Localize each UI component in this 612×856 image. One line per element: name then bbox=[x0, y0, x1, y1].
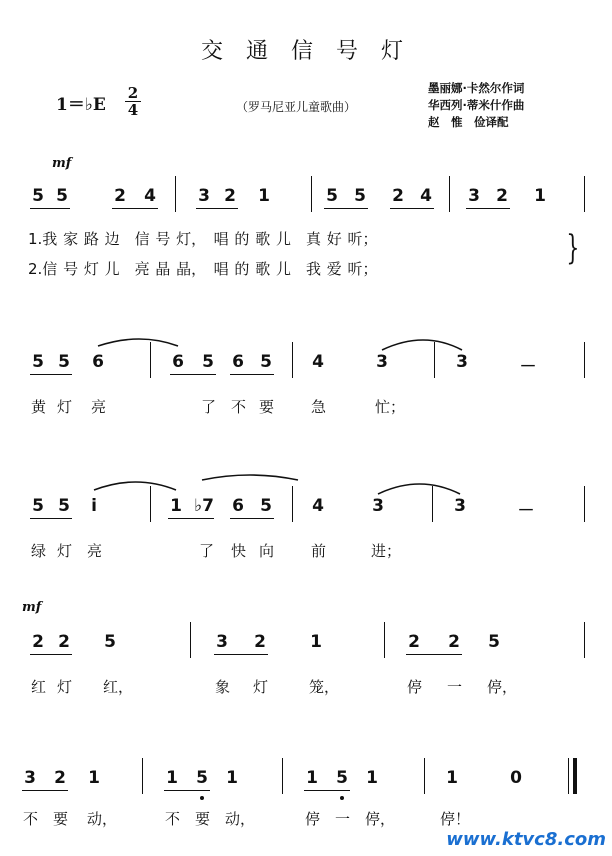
lyric: 忙； bbox=[375, 398, 406, 416]
note: 5 bbox=[196, 768, 208, 788]
lyric: 停！ bbox=[440, 810, 471, 828]
dynamic-mark: mf bbox=[22, 600, 42, 615]
time-signature-bottom: 4 bbox=[127, 101, 139, 119]
note: 5 bbox=[326, 186, 338, 206]
note: 1 bbox=[310, 632, 322, 652]
note: 2 bbox=[58, 632, 70, 652]
lyric: 急 bbox=[311, 398, 327, 416]
lyric: 灯 bbox=[57, 542, 73, 560]
note: 2 bbox=[54, 768, 66, 788]
lyric: 灯 bbox=[253, 678, 269, 696]
note: 5 bbox=[260, 352, 272, 372]
note: 6 bbox=[232, 352, 244, 372]
note: 1 bbox=[534, 186, 546, 206]
note: 5 bbox=[354, 186, 366, 206]
note: － bbox=[517, 501, 535, 521]
lyric: 绿 bbox=[31, 542, 47, 560]
lyric: 一 bbox=[447, 678, 463, 696]
lyric: 要 bbox=[53, 810, 69, 828]
note: 5 bbox=[104, 632, 116, 652]
lyric: 亮 bbox=[91, 398, 107, 416]
note: 3 bbox=[372, 496, 384, 516]
note: 2 bbox=[32, 632, 44, 652]
note: 3 bbox=[454, 496, 466, 516]
lyric-verse-1: 1.我 家 路 边 信 号 灯， 唱 的 歌 儿 真 好 听； bbox=[28, 230, 378, 248]
note: 5 bbox=[260, 496, 272, 516]
tie bbox=[98, 339, 178, 346]
note: 6 bbox=[232, 496, 244, 516]
tie bbox=[382, 340, 462, 350]
lyric: 动， bbox=[87, 810, 118, 828]
note: 5 bbox=[58, 352, 70, 372]
lyric: 了 bbox=[201, 398, 217, 416]
lyric-verse-2: 2.信 号 灯 儿 亮 晶 晶， 唱 的 歌 儿 我 爱 听； bbox=[28, 260, 378, 278]
note: 3 bbox=[198, 186, 210, 206]
note: 3 bbox=[216, 632, 228, 652]
note: 6 bbox=[172, 352, 184, 372]
note: 5 bbox=[32, 352, 44, 372]
note: 5 bbox=[32, 186, 44, 206]
note: 5 bbox=[202, 352, 214, 372]
song-subtitle: （罗马尼亚儿童歌曲） bbox=[236, 100, 357, 114]
lyric: 要 bbox=[259, 398, 275, 416]
note: 5 bbox=[58, 496, 70, 516]
lyric: 灯 bbox=[57, 678, 73, 696]
lyric: 亮 bbox=[87, 542, 103, 560]
lyric: 动， bbox=[225, 810, 256, 828]
note: 2 bbox=[448, 632, 460, 652]
note: 3 bbox=[24, 768, 36, 788]
key-signature: 1＝♭E bbox=[56, 95, 106, 115]
note: 1 bbox=[446, 768, 458, 788]
note: 5 bbox=[56, 186, 68, 206]
lyric: 停， bbox=[487, 678, 518, 696]
note: ♭7 bbox=[194, 496, 214, 516]
note: 2 bbox=[254, 632, 266, 652]
note: i bbox=[91, 496, 97, 516]
note: 2 bbox=[114, 186, 126, 206]
tie bbox=[94, 482, 176, 490]
note: 2 bbox=[408, 632, 420, 652]
lyric: 停 bbox=[305, 810, 321, 828]
lyric: 笼， bbox=[309, 678, 340, 696]
lyric: 要 bbox=[195, 810, 211, 828]
note: 1 bbox=[166, 768, 178, 788]
note: 2 bbox=[224, 186, 236, 206]
note: 3 bbox=[468, 186, 480, 206]
note: － bbox=[519, 357, 537, 377]
lyric: 红， bbox=[103, 678, 134, 696]
time-signature-top: 2 bbox=[127, 84, 139, 102]
lyric: 象 bbox=[215, 678, 231, 696]
lyricist-credit: 墨丽娜·卡然尔作词 bbox=[428, 81, 525, 95]
note: 4 bbox=[144, 186, 156, 206]
lyric: 灯 bbox=[57, 398, 73, 416]
note: 2 bbox=[392, 186, 404, 206]
note: 1 bbox=[170, 496, 182, 516]
note: 4 bbox=[312, 352, 324, 372]
note: 5 bbox=[336, 768, 348, 788]
note: 0 bbox=[510, 768, 522, 788]
slur bbox=[202, 475, 298, 480]
note: 4 bbox=[312, 496, 324, 516]
note: 1 bbox=[366, 768, 378, 788]
note: 1 bbox=[306, 768, 318, 788]
lyric: 一 bbox=[335, 810, 351, 828]
lyric: 了 bbox=[199, 542, 215, 560]
note: 1 bbox=[258, 186, 270, 206]
lyric: 不 bbox=[23, 810, 39, 828]
lyric: 黄 bbox=[31, 398, 47, 416]
tie bbox=[378, 484, 460, 494]
lyric: 快 bbox=[231, 542, 247, 560]
composer-credit: 华西列·蒂米什作曲 bbox=[428, 98, 525, 112]
note: 6 bbox=[92, 352, 104, 372]
lyric: 停 bbox=[407, 678, 423, 696]
watermark: www.ktvc8.com bbox=[446, 829, 606, 850]
lyric: 进； bbox=[371, 542, 402, 560]
song-title: 交 通 信 号 灯 bbox=[201, 39, 411, 64]
dynamic-mark: mf bbox=[52, 156, 72, 171]
note: 4 bbox=[420, 186, 432, 206]
verse-brace: } bbox=[566, 228, 580, 268]
note: 5 bbox=[32, 496, 44, 516]
note: 3 bbox=[376, 352, 388, 372]
lyric: 红 bbox=[31, 678, 47, 696]
note: 1 bbox=[226, 768, 238, 788]
note: 1 bbox=[88, 768, 100, 788]
note: 3 bbox=[456, 352, 468, 372]
lyric: 向 bbox=[259, 542, 275, 560]
lyric: 不 bbox=[165, 810, 181, 828]
lyric: 不 bbox=[231, 398, 247, 416]
lyric: 前 bbox=[311, 542, 327, 560]
note: 5 bbox=[488, 632, 500, 652]
note: 2 bbox=[496, 186, 508, 206]
translator-credit: 赵 惟 俭译配 bbox=[428, 115, 509, 129]
lyric: 停， bbox=[365, 810, 396, 828]
